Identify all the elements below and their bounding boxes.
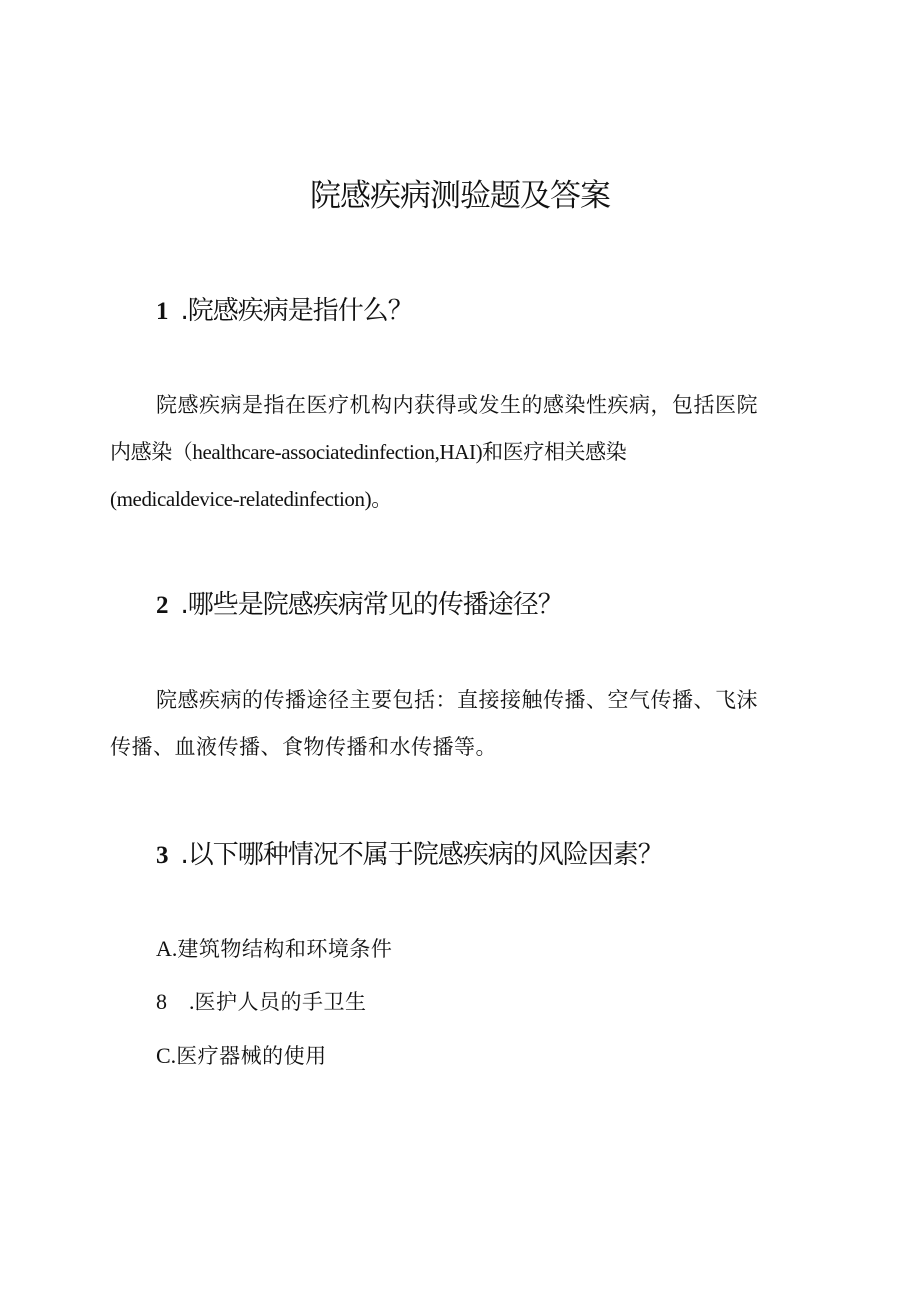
answer-2 xyxy=(110,677,810,771)
option-prefix: C. xyxy=(156,1043,177,1068)
option-text: 医疗器械的使用 xyxy=(176,1044,327,1068)
question-text: .以下哪种情况不属于院感疾病的风险因素？ xyxy=(180,840,663,870)
question-number: 1 xyxy=(156,298,169,325)
answer-line: 院感疾病是指在医疗机构内获得或发生的感染性疾病，包括医院 xyxy=(156,393,758,417)
answer-1 xyxy=(110,382,810,523)
answer-line: 内感染（healthcare-associatedinfection,HAI)和医疗相关感染 xyxy=(110,440,627,464)
question-text: .院感疾病是指什么？ xyxy=(180,296,413,326)
question-3-heading xyxy=(156,840,663,871)
answer-line: (medicaldevice-relatedinfection)。 xyxy=(110,487,392,511)
option-a xyxy=(156,936,392,962)
option-prefix: 8 . xyxy=(156,989,195,1014)
question-number: 3 xyxy=(156,842,169,869)
option-text: 建筑物结构和环境条件 xyxy=(177,937,393,961)
answer-line: 院感疾病的传播途径主要包括：直接接触传播、空气传播、飞沫 xyxy=(156,688,758,712)
question-number: 2 xyxy=(156,592,169,619)
question-1-heading xyxy=(156,296,413,327)
option-c xyxy=(156,1043,327,1069)
document-title: 院感疾病测验题及答案 xyxy=(310,178,610,214)
answer-line: 传播、血液传播、食物传播和水传播等。 xyxy=(110,735,497,759)
question-2-heading xyxy=(156,590,563,621)
option-prefix: A. xyxy=(156,936,178,961)
option-b xyxy=(156,989,367,1015)
question-text: .哪些是院感疾病常见的传播途径？ xyxy=(180,590,563,620)
option-text: 医护人员的手卫生 xyxy=(194,990,367,1014)
